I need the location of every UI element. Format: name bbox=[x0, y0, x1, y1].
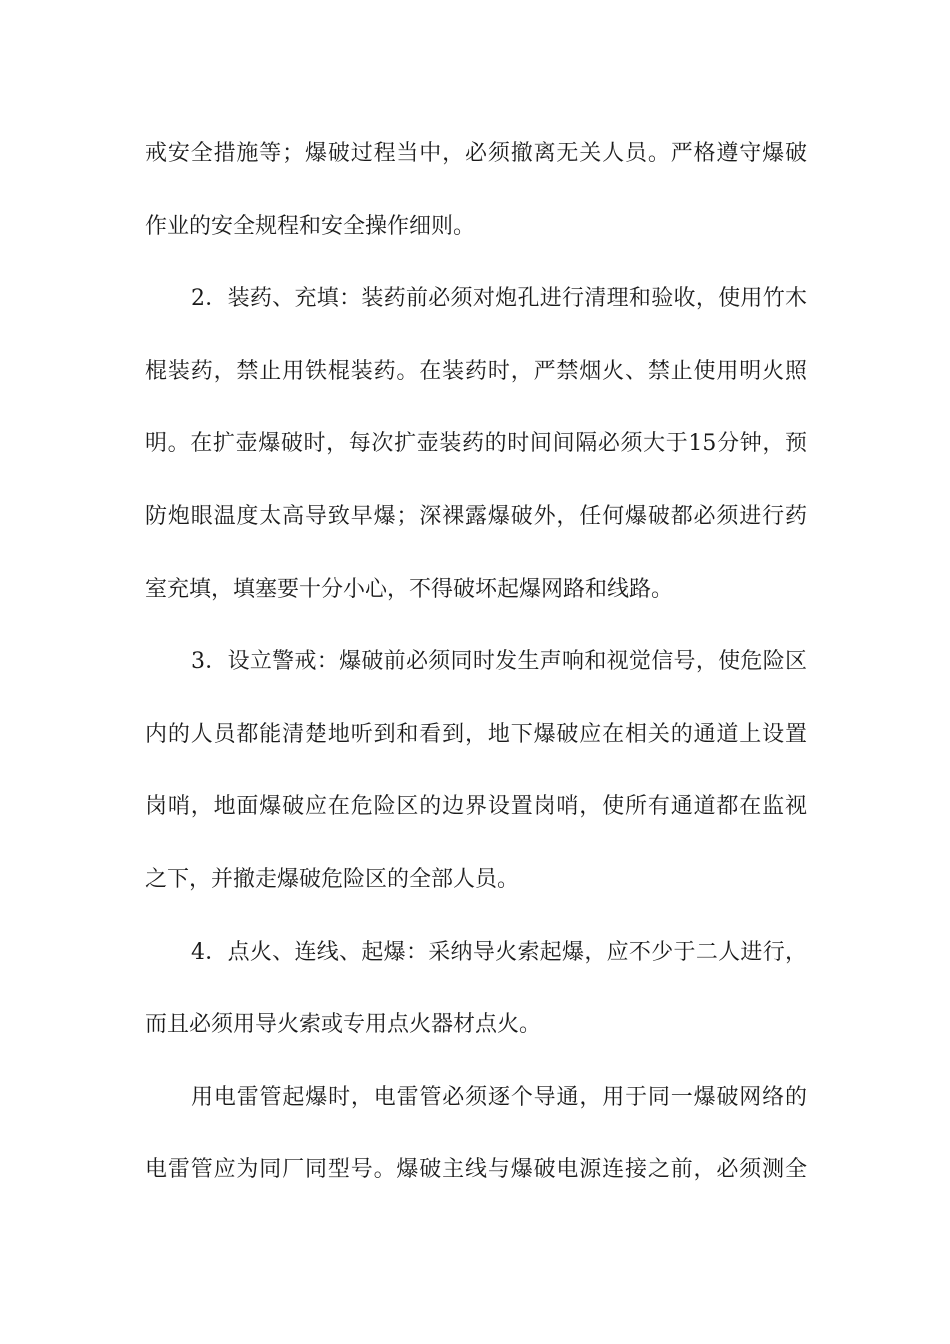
text-line: 岗哨，地面爆破应在危险区的边界设置岗哨，使所有通道都在监视 bbox=[145, 794, 807, 820]
paragraph-2-line: 2．装药、充填：装药前必须对炮孔进行清理和验收，使用竹木 bbox=[191, 286, 807, 312]
paragraph-4-line: 4．点火、连线、起爆：采纳导火索起爆，应不少于二人进行， bbox=[191, 939, 807, 965]
paragraph-3-line: 3．设立警戒：爆破前必须同时发生声响和视觉信号，使危险区 bbox=[191, 649, 807, 675]
text-line: 戒安全措施等；爆破过程当中，必须撤离无关人员。严格遵守爆破 bbox=[145, 141, 807, 166]
text-line: 防炮眼温度太高导致早爆；深裸露爆破外，任何爆破都必须进行药 bbox=[145, 503, 807, 529]
text-line: 室充填，填塞要十分小心，不得破坏起爆网路和线路。 bbox=[145, 576, 674, 602]
text-line: 作业的安全规程和安全操作细则。 bbox=[145, 213, 476, 239]
document-body bbox=[145, 133, 807, 1222]
text-line: 内的人员都能清楚地听到和看到，地下爆破应在相关的通道上设置 bbox=[145, 721, 807, 747]
text-line: 而且必须用导火索或专用点火器材点火。 bbox=[145, 1012, 542, 1038]
paragraph-5-line: 用电雷管起爆时，电雷管必须逐个导通，用于同一爆破网络的 bbox=[191, 1084, 807, 1110]
text-line: 明。在扩壶爆破时，每次扩壶装药的时间间隔必须大于15分钟，预 bbox=[145, 431, 807, 457]
text-line: 之下，并撤走爆破危险区的全部人员。 bbox=[145, 866, 520, 892]
text-line: 棍装药，禁止用铁棍装药。在装药时，严禁烟火、禁止使用明火照 bbox=[145, 358, 807, 384]
text-line: 电雷管应为同厂同型号。爆破主线与爆破电源连接之前，必须测全 bbox=[145, 1157, 807, 1183]
